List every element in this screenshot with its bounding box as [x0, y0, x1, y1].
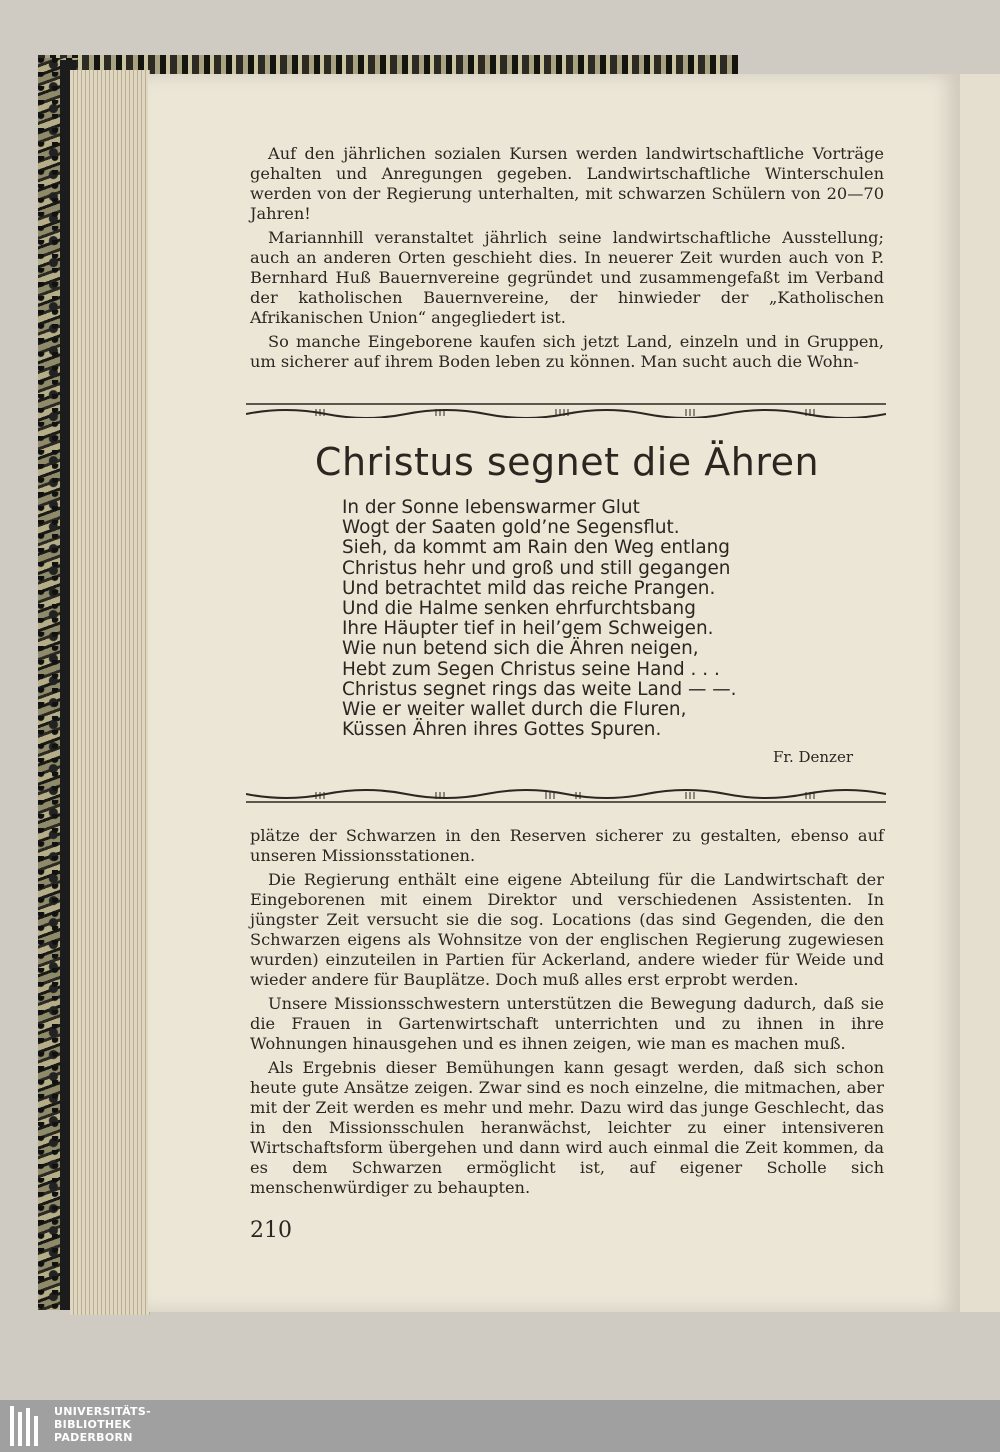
page-number: 210: [250, 1218, 292, 1243]
page-stack-edges: [70, 70, 150, 1315]
paragraph: Die Regierung enthält eine eigene Abteilung für die Landwirtschaft der Eingeborenen mit einem Direktor und verschiedenen Assistenten. In jüngster Zeit versucht sie die sog. Locations (das sind Gegenden, die den Schwarzen eigens als Wohnsitze von der englischen Regierung zugewiesen wurden) einzuteilen in Partien für Ackerland, andere wieder für Weide und wieder andere für Bauplätze. Doch muß alles erst erprobt werden.: [250, 870, 884, 989]
poem-line: Sieh, da kommt am Rain den Weg entlang: [342, 537, 730, 559]
poem-line: Christus segnet rings das weite Land — —.: [342, 678, 737, 700]
paragraph: Auf den jährlichen sozialen Kursen werden landwirtschaftliche Vorträge gehalten und Anregungen gegeben. Landwirtschaftliche Winterschulen werden von der Regierung unterhalten, mit schwarzen Schülern von 20—70 Jahren!: [250, 144, 884, 223]
paragraph: Unsere Missionsschwestern unterstützen die Bewegung dadurch, daß sie die Frauen in Gartenwirtschaft unterrichten und zu ihnen in ihre Wohnungen hinausgehen und es ihnen zeigen, wie man es machen muß.: [250, 994, 884, 1053]
poem-line: Ihre Häupter tief in heil’gem Schweigen.: [342, 618, 714, 640]
poem-line: Hebt zum Segen Christus seine Hand . . .: [342, 658, 720, 680]
poem-line: Wie nun betend sich die Ähren neigen,: [342, 638, 699, 660]
bottom-text-block: [250, 826, 884, 1202]
library-logo-icon: [8, 1404, 44, 1448]
paragraph: plätze der Schwarzen in den Reserven sicherer zu gestalten, ebenso auf unseren Missionsstationen.: [250, 826, 884, 865]
poem-line: Und betrachtet mild das reiche Prangen.: [342, 577, 716, 599]
logo-line: UNIVERSITÄTS-: [54, 1405, 151, 1418]
poem-line: Christus hehr und groß und still gegangen: [342, 557, 731, 579]
poem-line: Und die Halme senken ehrfurchtsbang: [342, 598, 696, 620]
facing-page-edge: [958, 74, 1000, 1312]
top-text-block: [250, 144, 884, 376]
poem-body: [342, 498, 842, 740]
logo-line: BIBLIOTHEK: [54, 1418, 132, 1431]
poem-line: Wie er weiter wallet durch die Fluren,: [342, 699, 687, 721]
ornamental-rule-top: [246, 402, 886, 418]
library-logo-text: [54, 1405, 151, 1444]
paragraph: Mariannhill veranstaltet jährlich seine landwirtschaftliche Ausstellung; auch an anderen Orten geschieht dies. In neuerer Zeit wurden auch von P. Bernhard Huß Bauernvereine gegründet und zusammengefaßt im Verband der katholischen Bauernvereine, der hinwieder der „Katholischen Afrikanischen Union“ angegliedert ist.: [250, 228, 884, 327]
poem-line: Wogt der Saaten gold’ne Segensflut.: [342, 517, 680, 539]
poem-author: Fr. Denzer: [773, 748, 853, 766]
paragraph: Als Ergebnis dieser Bemühungen kann gesagt werden, daß sich schon heute gute Ansätze zeigen. Zwar sind es noch einzelne, die mitmachen, aber mit der Zeit werden es mehr und mehr. Dazu wird das junge Geschlecht, das in den Missionsschulen heranwächst, leichter zu einer intensiveren Wirtschaftsform übergehen und dann wird auch einmal die Zeit kommen, da es dem Schwarzen ermöglicht ist, auf eigener Scholle sich menschenwürdiger zu behaupten.: [250, 1058, 884, 1197]
poem-line: In der Sonne lebenswarmer Glut: [342, 497, 640, 518]
paragraph: So manche Eingeborene kaufen sich jetzt Land, einzeln und in Gruppen, um sicherer auf ihrem Boden leben zu können. Man sucht auch die Wohn-: [250, 332, 884, 371]
logo-line: PADERBORN: [54, 1431, 133, 1444]
poem-line: Küssen Ähren ihres Gottes Spuren.: [342, 719, 662, 741]
ornamental-rule-bottom: [246, 788, 886, 804]
poem-title: Christus segnet die Ähren: [314, 440, 820, 484]
